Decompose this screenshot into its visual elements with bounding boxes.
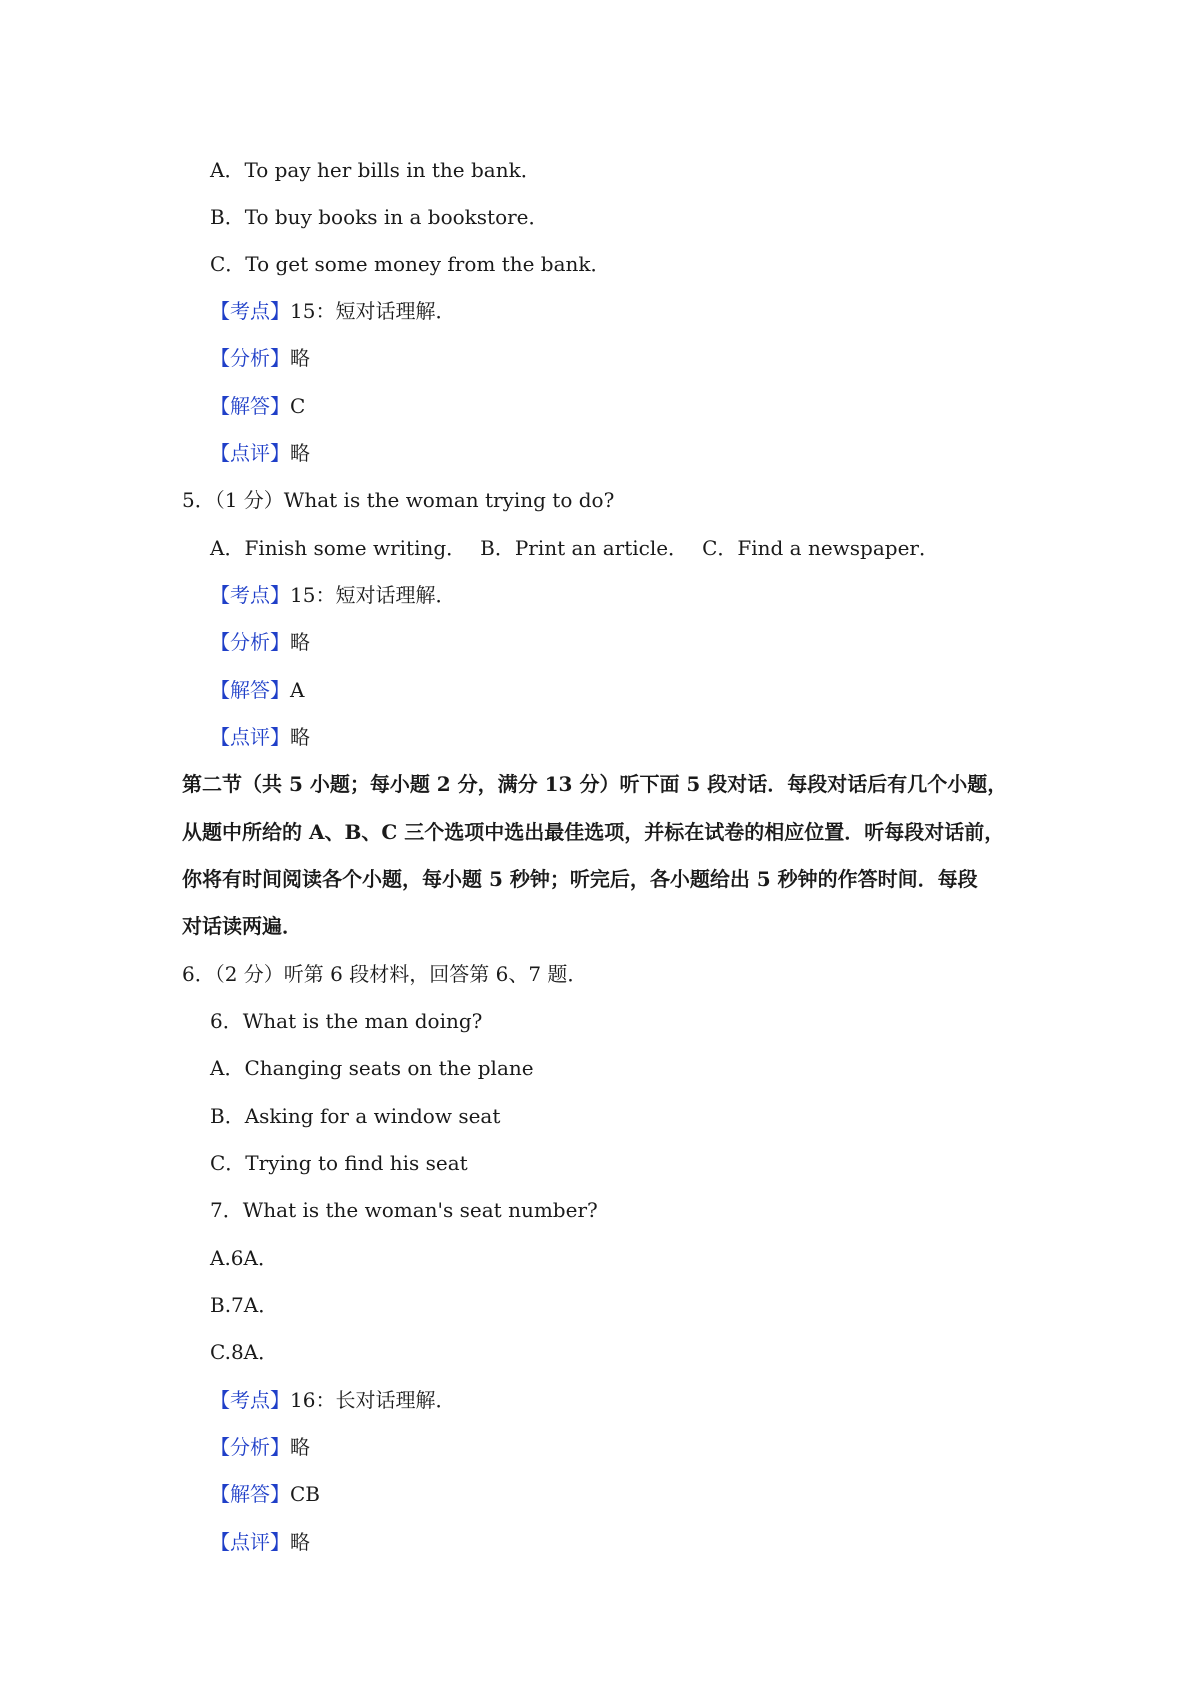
kaodian-text: 15：短对话理解． (290, 299, 456, 323)
dianping-text: 略 (290, 725, 310, 749)
section2-line-1: 第二节（共 5 小题；每小题 2 分，满分 13 分）听下面 5 段对话．每段对话后有几个小题， (182, 772, 1008, 796)
fenxi-text: 略 (290, 346, 310, 370)
fenxi-text: 略 (290, 630, 310, 654)
kaodian-tag: 【考点】 (210, 299, 290, 323)
q5-option-b: B．Print an article． (480, 536, 689, 560)
q6-sub7-option-a: A.6A． (210, 1246, 278, 1270)
q5-option-c: C．Find a newspaper． (702, 536, 939, 560)
q6-sub6-option-c: C．Trying to find his seat (210, 1151, 468, 1175)
dianping-tag: 【点评】 (210, 441, 290, 465)
q6-jieda-row (210, 1482, 320, 1506)
section2-line-3: 你将有时间阅读各个小题，每小题 5 秒钟；听完后，各小题给出 5 秒钟的作答时间．每段 (182, 867, 978, 891)
q4-kaodian-row (210, 299, 455, 323)
kaodian-tag: 【考点】 (210, 583, 290, 607)
jieda-tag: 【解答】 (210, 1482, 290, 1506)
q5-jieda-row (210, 678, 304, 702)
q5-fenxi-row (210, 630, 310, 654)
q4-option-a: A．To pay her bills in the bank． (210, 158, 541, 182)
q5-dianping-row (210, 725, 310, 749)
jieda-text: C (290, 394, 306, 418)
dianping-tag: 【点评】 (210, 1530, 290, 1554)
jieda-text: A (290, 678, 305, 702)
fenxi-tag: 【分析】 (210, 1435, 290, 1459)
q6-sub7-option-b: B.7A． (210, 1293, 279, 1317)
jieda-tag: 【解答】 (210, 678, 290, 702)
q5-options-row (210, 536, 939, 560)
q6-kaodian-row (210, 1388, 455, 1412)
kaodian-text: 16：长对话理解． (290, 1388, 456, 1412)
q4-jieda-row (210, 394, 305, 418)
q4-option-c: C．To get some money from the bank． (210, 252, 611, 276)
q4-dianping-row (210, 441, 310, 465)
kaodian-text: 15：短对话理解． (290, 583, 456, 607)
q5-option-a: A．Finish some writing． (210, 536, 467, 560)
q6-sub6-stem: 6．What is the man doing? (210, 1009, 483, 1033)
q5-stem: 5．（1 分）What is the woman trying to do? (182, 488, 615, 512)
jieda-text: CB (290, 1482, 320, 1506)
fenxi-tag: 【分析】 (210, 630, 290, 654)
q6-sub6-option-a: A．Changing seats on the plane (210, 1056, 534, 1080)
q4-option-b: B．To buy books in a bookstore． (210, 205, 549, 229)
q6-sub7-stem: 7．What is the woman's seat number? (210, 1198, 598, 1222)
q6-stem: 6．（2 分）听第 6 段材料，回答第 6、7 题． (182, 962, 588, 986)
dianping-text: 略 (290, 1530, 310, 1554)
q5-kaodian-row (210, 583, 455, 607)
q4-fenxi-row (210, 346, 310, 370)
q6-sub7-option-c: C.8A． (210, 1340, 279, 1364)
dianping-text: 略 (290, 441, 310, 465)
q6-dianping-row (210, 1530, 310, 1554)
kaodian-tag: 【考点】 (210, 1388, 290, 1412)
q6-sub6-option-b: B．Asking for a window seat (210, 1104, 501, 1128)
q6-fenxi-row (210, 1435, 310, 1459)
fenxi-tag: 【分析】 (210, 346, 290, 370)
dianping-tag: 【点评】 (210, 725, 290, 749)
jieda-tag: 【解答】 (210, 394, 290, 418)
fenxi-text: 略 (290, 1435, 310, 1459)
section2-line-2: 从题中所给的 A、B、C 三个选项中选出最佳选项，并标在试卷的相应位置．听每段对话前， (182, 820, 1005, 844)
section2-line-4: 对话读两遍． (182, 914, 302, 938)
